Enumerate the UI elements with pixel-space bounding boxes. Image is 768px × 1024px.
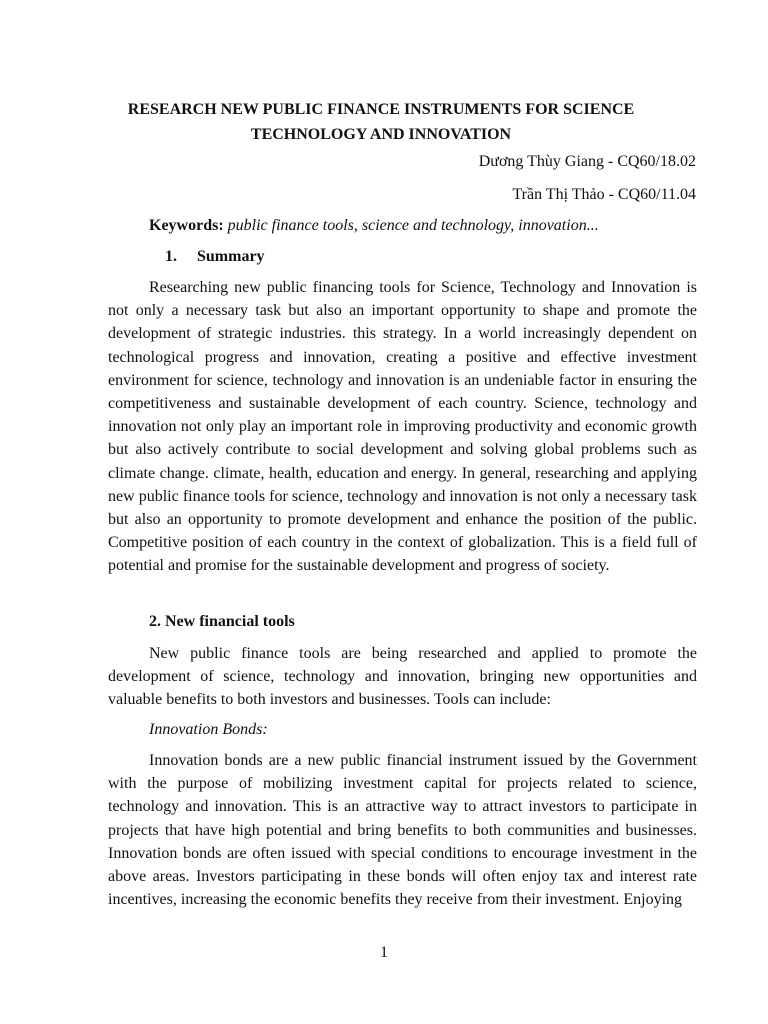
section-1-heading [165, 247, 265, 267]
keywords-line [149, 216, 599, 236]
section-1-title: Summary [197, 248, 265, 265]
document-title: RESEARCH NEW PUBLIC FINANCE INSTRUMENTS FOR SCIENCE TECHNOLOGY AND INNOVATION [127, 101, 635, 143]
keywords-text: public finance tools, science and technology, innovation... [227, 217, 599, 234]
keywords-label: Keywords: [149, 217, 224, 234]
section-1-number: 1. [165, 248, 177, 265]
innovation-bonds-subheading: Innovation Bonds: [149, 721, 268, 738]
summary-paragraph: Researching new public financing tools for Science, Technology and Innovation is not only a necessary task but also an important opportunity to shape and promote the development of strategic industries. this strategy. In a world increasingly dependent on technological progress and innovation, creating a positive and effective investment environment for science, technology and innovation is an undeniable factor in ensuring the competitiveness and sustainable development of each country. Science, technology and innovation not only play an important role in improving productivity and economic growth but also actively contribute to social development and solving global problems such as climate change. climate, health, education and energy. In general, researching and applying new public finance tools for science, technology and innovation is not only a necessary task but also an opportunity to promote development and enhance the position of the public. Competitive position of each country in the context of globalization. This is a field full of potential and promise for the sustainable development and progress of society. [108, 279, 697, 575]
author-line-1: Dương Thùy Giang - CQ60/18.02 [478, 153, 696, 170]
section-2-heading: 2. New financial tools [149, 613, 295, 630]
financial-tools-paragraph: New public finance tools are being researched and applied to promote the development of science, technology and innovation, bringing new opportunities and valuable benefits to both investors and businesses. Tools can include: [108, 645, 697, 709]
page-number: 1 [380, 944, 388, 961]
innovation-bonds-paragraph: Innovation bonds are a new public financial instrument issued by the Government with the purpose of mobilizing investment capital for projects related to science, technology and innovation. This is an attractive way to attract investors to participate in projects that have high potential and bring benefits to both communities and businesses. Innovation bonds are often issued with special conditions to encourage investment in the above areas. Investors participating in these bonds will often enjoy tax and interest rate incentives, increasing the economic benefits they receive from their investment. Enjoying [108, 752, 697, 909]
author-line-2: Trần Thị Thảo - CQ60/11.04 [512, 186, 696, 203]
